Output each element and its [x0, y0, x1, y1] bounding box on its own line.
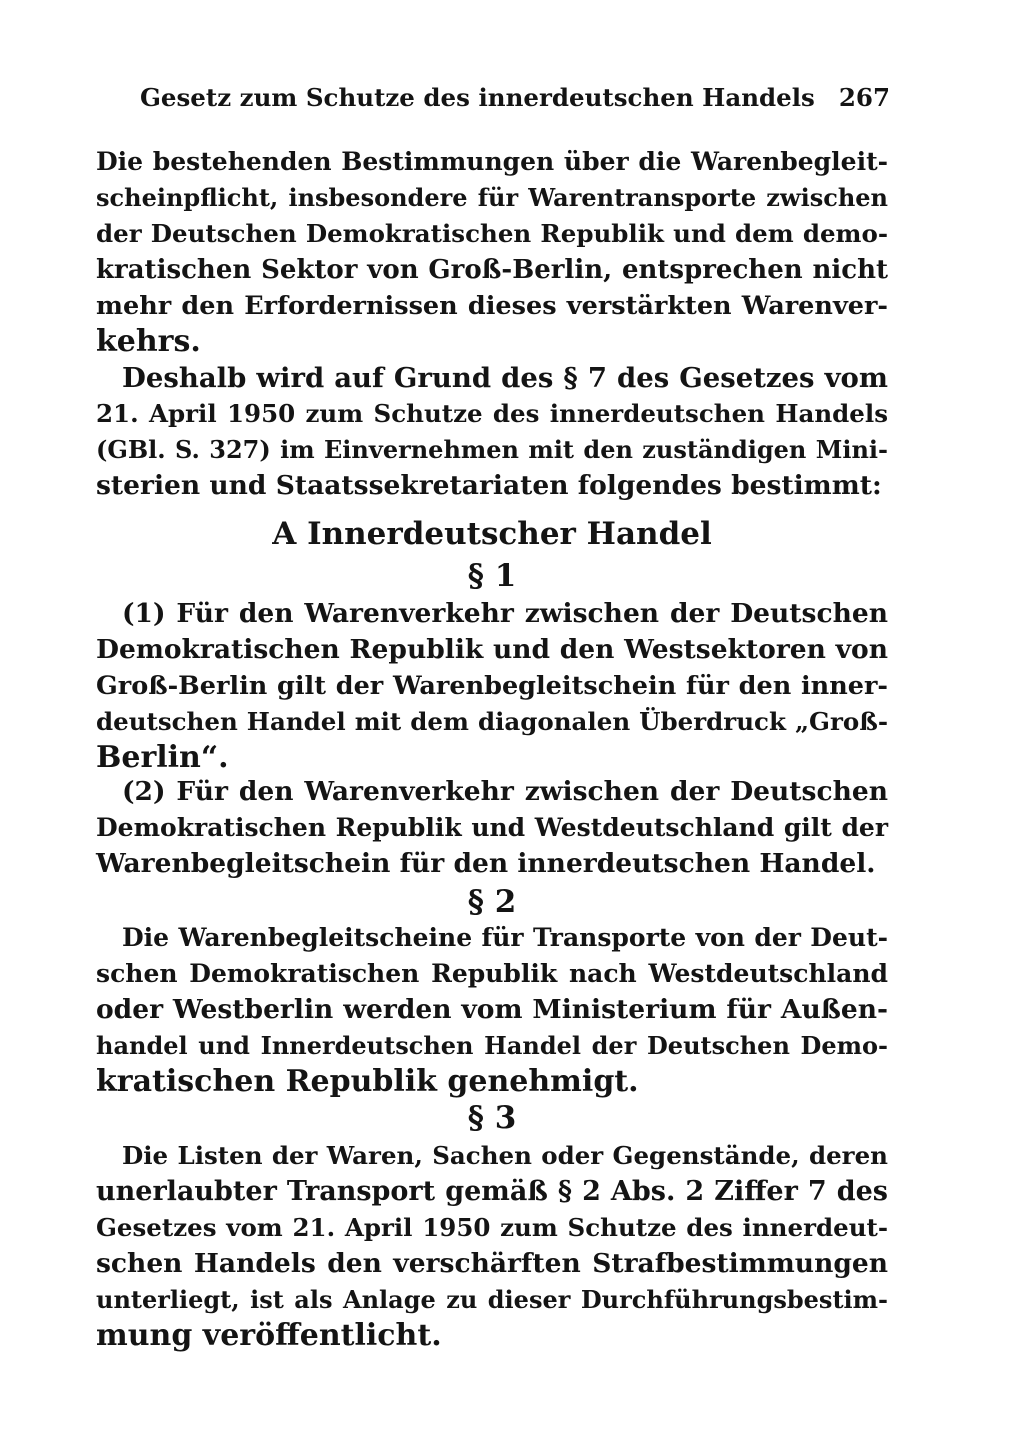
- text-line: Groß-Berlin gilt der Warenbegleitschein für den inner-: [96, 671, 888, 701]
- text-line: Berlin“.: [96, 740, 229, 775]
- text-line: kratischen Sektor von Groß-Berlin, entsprechen nicht: [96, 255, 888, 285]
- text-line: deutschen Handel mit dem diagonalen Überdruck „Groß-: [96, 707, 888, 736]
- text-line: unerlaubter Transport gemäß § 2 Abs. 2 Ziffer 7 des: [96, 1176, 888, 1207]
- paragraph-mark-1: § 1: [467, 558, 517, 594]
- text-line: mehr den Erfordernissen dieses verstärkten Warenver-: [96, 291, 888, 321]
- text-line: schen Handels den verschärften Strafbestimmungen: [96, 1248, 888, 1279]
- text-line: Demokratischen Republik und Westdeutschland gilt der: [96, 813, 888, 842]
- section-title: A Innerdeutscher Handel: [272, 516, 712, 552]
- running-title: Gesetz zum Schutze des innerdeutschen Handels: [140, 83, 815, 112]
- text-line: (2) Für den Warenverkehr zwischen der Deutschen: [122, 776, 888, 807]
- page-number: 267: [838, 83, 890, 112]
- text-line: Deshalb wird auf Grund des § 7 des Gesetzes vom: [122, 362, 888, 394]
- text-line: der Deutschen Demokratischen Republik und dem demo-: [96, 219, 888, 248]
- text-line: Die Warenbegleitscheine für Transporte von der Deut-: [122, 923, 888, 952]
- text-line: (GBl. S. 327) im Einvernehmen mit den zuständigen Mini-: [96, 435, 888, 464]
- paragraph-mark-3: § 3: [467, 1100, 517, 1136]
- text-line: Gesetzes vom 21. April 1950 zum Schutze des innerdeut-: [96, 1213, 888, 1242]
- text-line: unterliegt, ist als Anlage zu dieser Durchführungsbestim-: [96, 1285, 888, 1314]
- text-line: Die bestehenden Bestimmungen über die Warenbegleit-: [96, 147, 888, 176]
- text-line: Demokratischen Republik und den Westsektoren von: [96, 634, 888, 665]
- text-line: (1) Für den Warenverkehr zwischen der Deutschen: [122, 598, 888, 629]
- text-line: kehrs.: [96, 324, 201, 359]
- text-line: scheinpflicht, insbesondere für Warentransporte zwischen: [96, 183, 888, 212]
- text-line: schen Demokratischen Republik nach Westdeutschland: [96, 959, 888, 988]
- text-line: sterien und Staatssekretariaten folgendes bestimmt:: [96, 470, 882, 501]
- paragraph-mark-2: § 2: [467, 884, 517, 920]
- text-line: handel und Innerdeutschen Handel der Deutschen Demo-: [96, 1031, 888, 1060]
- text-line: kratischen Republik genehmigt.: [96, 1064, 639, 1099]
- text-line: mung veröffentlicht.: [96, 1318, 442, 1353]
- text-line: Warenbegleitschein für den innerdeutschen Handel.: [96, 848, 876, 879]
- text-line: 21. April 1950 zum Schutze des innerdeutschen Handels: [96, 399, 888, 428]
- text-line: oder Westberlin werden vom Ministerium für Außen-: [96, 994, 888, 1025]
- text-line: Die Listen der Waren, Sachen oder Gegenstände, deren: [122, 1141, 888, 1170]
